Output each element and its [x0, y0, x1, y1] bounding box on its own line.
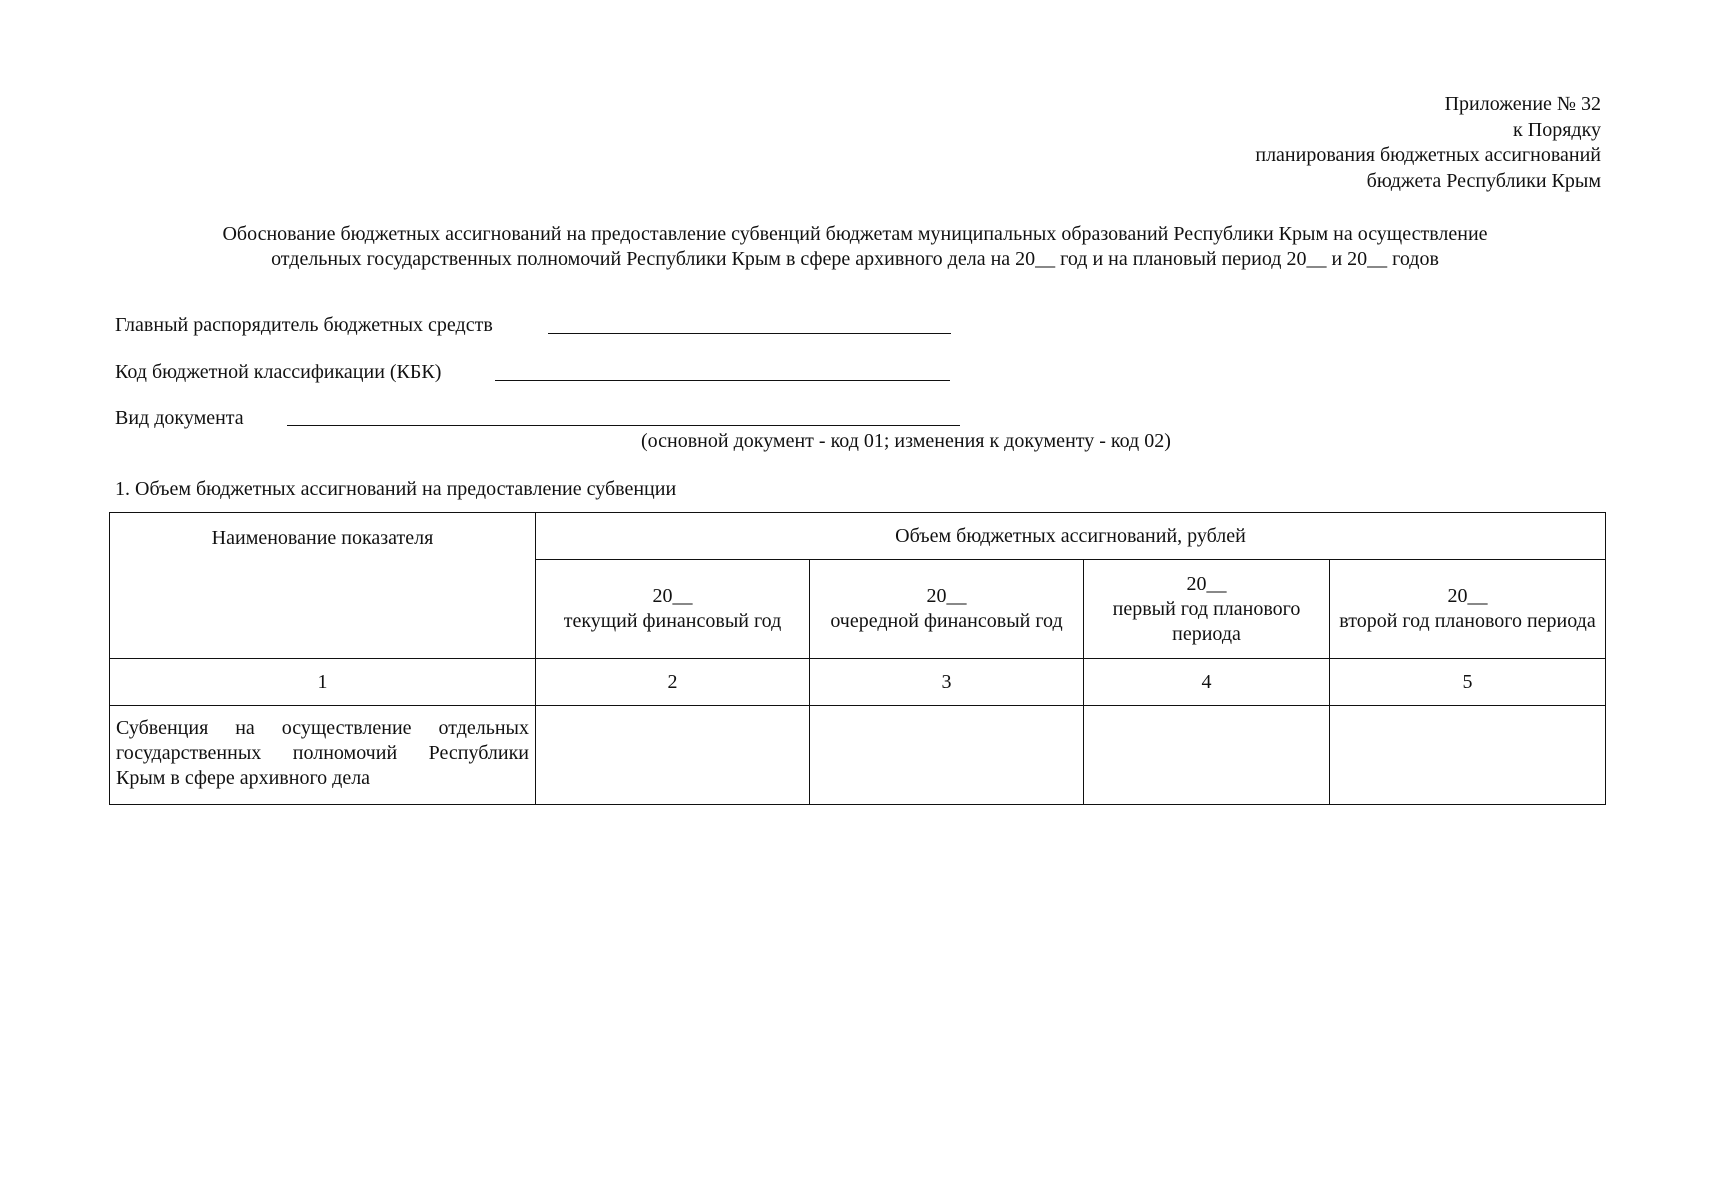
- column-number: 2: [536, 659, 810, 706]
- document-title-line: Обоснование бюджетных ассигнований на предоставление субвенций бюджетам муниципальных образований Республики Крым на осуществление: [222, 223, 1488, 245]
- doctype-hint: (основной документ - код 01; изменения к документу - код 02): [641, 430, 1171, 452]
- appendix-block: [1255, 92, 1601, 194]
- year-header-next: [810, 560, 1084, 659]
- row-value-cell[interactable]: [810, 706, 1084, 805]
- section-heading: 1. Объем бюджетных ассигнований на предоставление субвенции: [115, 478, 677, 500]
- column-number: 4: [1084, 659, 1330, 706]
- column-number: 5: [1330, 659, 1606, 706]
- manager-field-line[interactable]: [548, 333, 951, 334]
- table-header-row: [110, 513, 1606, 560]
- year-value: 20__: [1186, 572, 1227, 595]
- manager-field-label: Главный распорядитель бюджетных средств: [115, 314, 493, 336]
- year-label: второй год планового периода: [1339, 610, 1596, 632]
- column-number: 1: [110, 659, 536, 706]
- appropriations-table: [109, 512, 1606, 805]
- year-header-plan-2: [1330, 560, 1606, 659]
- indicator-name-header: Наименование показателя: [110, 513, 536, 659]
- row-value-cell[interactable]: [1084, 706, 1330, 805]
- year-label: текущий финансовый год: [563, 610, 782, 632]
- doctype-field-label: Вид документа: [115, 407, 244, 429]
- column-number: 3: [810, 659, 1084, 706]
- row-value-cell[interactable]: [536, 706, 810, 805]
- doctype-field-line[interactable]: [287, 425, 960, 426]
- appendix-line: бюджета Республики Крым: [1366, 169, 1601, 192]
- kbk-field-label: Код бюджетной классификации (КБК): [115, 361, 442, 383]
- kbk-field-line[interactable]: [495, 380, 950, 381]
- document-title-line: отдельных государственных полномочий Республики Крым в сфере архивного дела на 20__ год и на плановый период 20__ и 20__ годов: [271, 248, 1439, 270]
- year-header-plan-1: [1084, 560, 1330, 659]
- appendix-line: Приложение № 32: [1444, 93, 1601, 115]
- appendix-line: к Порядку: [1513, 118, 1601, 141]
- document-title: [110, 222, 1600, 272]
- year-label: очередной финансовый год: [830, 610, 1063, 632]
- row-indicator-name: Субвенция на осуществление отдельных государственных полномочий Республики Крым в сфере архивного дела: [110, 706, 536, 805]
- year-label: первый год планового периода: [1112, 597, 1301, 645]
- year-value: 20__: [652, 585, 693, 607]
- year-header-current: [536, 560, 810, 659]
- appendix-line: планирования бюджетных ассигнований: [1255, 144, 1601, 166]
- column-number-row: [110, 659, 1606, 706]
- year-value: 20__: [1447, 585, 1488, 607]
- row-value-cell[interactable]: [1330, 706, 1606, 805]
- volume-header: Объем бюджетных ассигнований, рублей: [536, 513, 1606, 560]
- year-value: 20__: [926, 585, 967, 607]
- table-row: [110, 706, 1606, 805]
